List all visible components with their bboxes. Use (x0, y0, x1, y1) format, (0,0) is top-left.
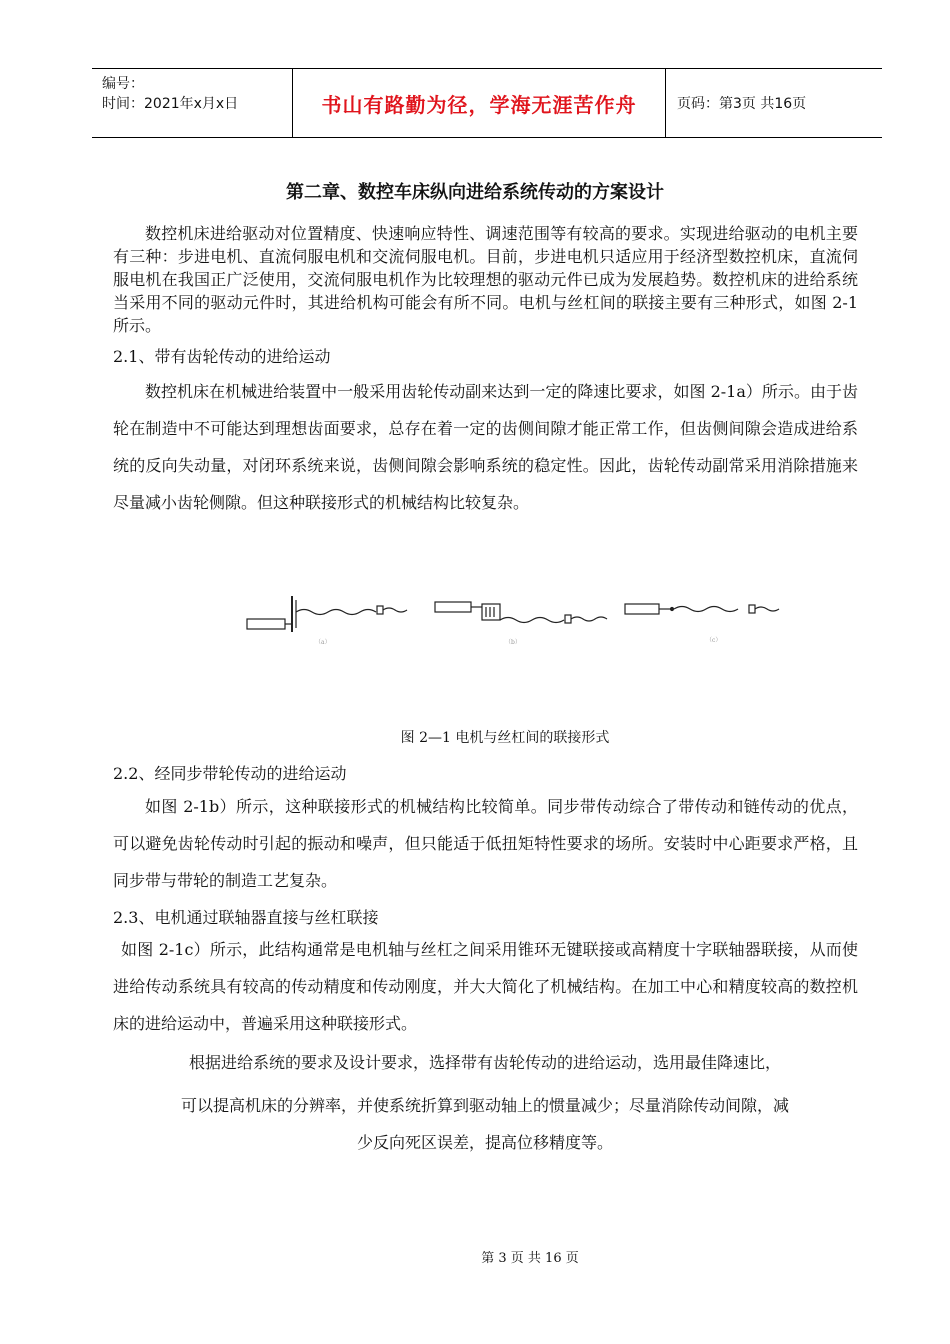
diagram-a (247, 596, 407, 632)
document-number: 编号： (102, 76, 144, 92)
figure-label-a: （a） (315, 639, 331, 646)
chapter-title: 第二章、数控车床纵向进给系统传动的方案设计 (286, 182, 664, 203)
header-meta (92, 69, 292, 137)
diagram-c (625, 604, 779, 614)
conclusion-line-1: 根据进给系统的要求及设计要求，选择带有齿轮传动的进给运动，选用最佳降速比， (188, 1053, 781, 1072)
pulley-b (482, 604, 500, 620)
nut-b (565, 615, 571, 623)
coupling-c (671, 608, 674, 611)
section-2-2-body: 如图 2-1b）所示，这种联接形式的机械结构比较简单。同步带传动综合了带传动和链传动的优点，可以避免齿轮传动时引起的振动和噪声，但只能适于低扭矩特性要求的场所。安装时中心距要求严格，且同步带与带轮的制造工艺复杂。 (113, 797, 858, 890)
section-2-3-heading: 2.3、电机通过联轴器直接与丝杠联接 (113, 908, 379, 927)
header-page-number: 页码：第3页 共16页 (677, 96, 807, 112)
section-2-1-heading: 2.1、带有齿轮传动的进给运动 (113, 347, 331, 366)
header-motto-cell (292, 69, 666, 137)
figure-caption: 图 2—1 电机与丝杠间的联接形式 (400, 730, 610, 746)
leadscrew-c (674, 607, 738, 612)
leadscrew-b (500, 618, 564, 623)
motor-a-shape (247, 619, 285, 629)
section-2-1-body: 数控机床在机械进给装置中一般采用齿轮传动副来达到一定的降速比要求，如图 2-1a）所示。由于齿轮在制造中不可能达到理想齿面要求，总存在着一定的齿侧间隙才能正常工作，但齿侧间隙会造成进给系统的反向失动量，对闭环系统来说，齿侧间隙会影响系统的稳定性。因此，齿轮传动副常采用消除措施来尽量减小齿轮侧隙。但这种联接形式的机械结构比较复杂。 (113, 382, 858, 512)
header-motto: 书山有路勤为径，学海无涯苦作舟 (321, 92, 637, 117)
motor-c-shape (625, 604, 659, 614)
figure-2-1-diagram (240, 592, 780, 652)
conclusion-line-3: 少反向死区误差，提高位移精度等。 (356, 1133, 613, 1152)
figure-label-b: （b） (505, 639, 521, 646)
leadscrew-a (296, 610, 376, 615)
section-2-3-body: 如图 2-1c）所示，此结构通常是电机轴与丝杠之间采用锥环无键联接或高精度十字联轴器联接，从而使进给传动系统具有较高的传动精度和传动刚度，并大大简化了机械结构。在加工中心和精度较高的数控机床的进给运动中，普遍采用这种联接形式。 (113, 940, 858, 1033)
diagram-b (435, 602, 607, 623)
conclusion-line-2: 可以提高机床的分辨率，并使系统折算到驱动轴上的惯量减少；尽量消除传动间隙，减 (180, 1096, 789, 1115)
page-footer: 第 3 页 共 16 页 (481, 1251, 579, 1266)
document-time: 时间：2021年x月x日 (102, 96, 239, 112)
nut-c (749, 605, 755, 613)
page-header (92, 68, 882, 138)
motor-b-shape (435, 602, 471, 612)
section-2-2-heading: 2.2、经同步带轮传动的进给运动 (113, 764, 347, 783)
figure-label-c: （c） (706, 637, 722, 644)
header-page-cell (665, 69, 882, 137)
intro-paragraph: 数控机床进给驱动对位置精度、快速响应特性、调速范围等有较高的要求。实现进给驱动的电机主要有三种：步进电机、直流伺服电机和交流伺服电机。目前，步进电机只适应用于经济型数控机床，直流伺服电机在我国正广泛使用，交流伺服电机作为比较理想的驱动元件已成为发展趋势。数控机床的进给系统当采用不同的驱动元件时，其进给机构可能会有所不同。电机与丝杠间的联接主要有三种形式，如图 2-1 所示。 (113, 224, 858, 335)
nut-a (377, 606, 383, 614)
